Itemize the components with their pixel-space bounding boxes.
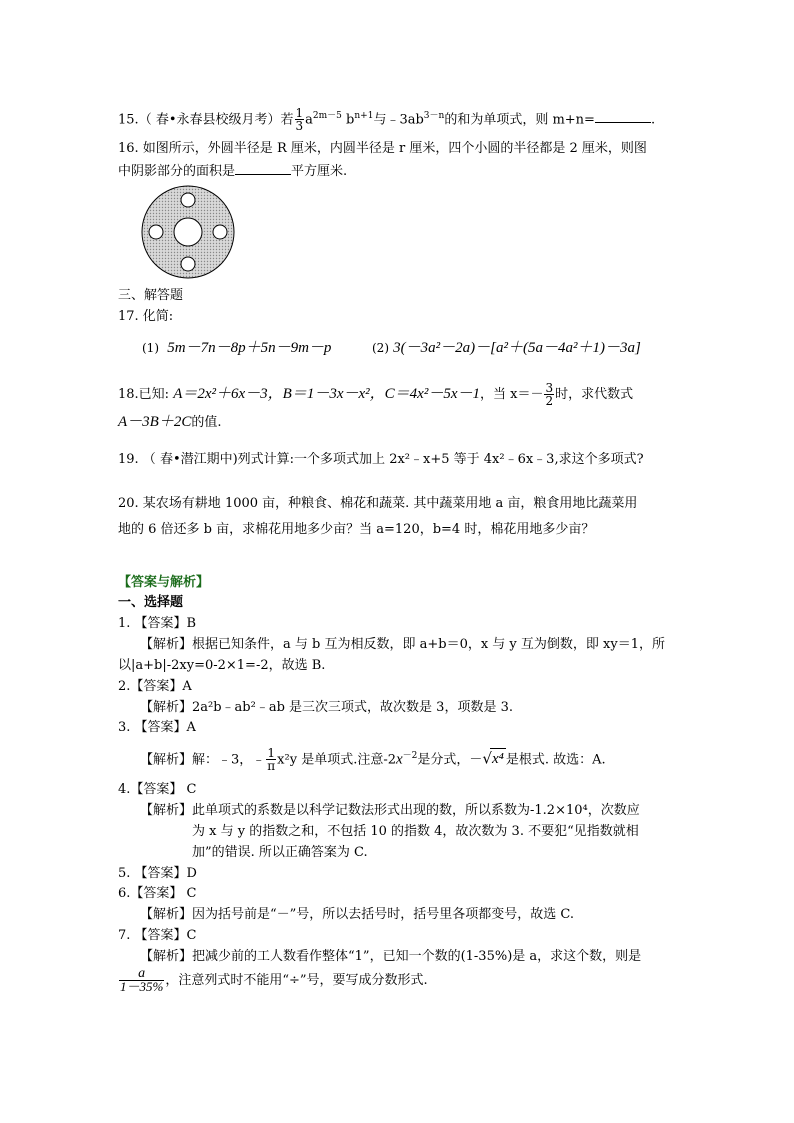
ring-figure bbox=[140, 185, 240, 281]
fraction: $\frac{1}{\pi}$ bbox=[267, 746, 276, 774]
answer-3: 3. 【答案】A bbox=[118, 720, 196, 735]
small-circle bbox=[213, 225, 227, 239]
explain-4-line1: 【解析】此单项式的系数是以科学记数法形式出现的数，所以系数为-1.2×10⁴，次数应 bbox=[140, 803, 640, 818]
question-20-line1: 20. 某农场有耕地 1000 亩，种粮食、棉花和蔬菜. 其中蔬菜用地 a 亩，粮食用地比蔬菜用 bbox=[118, 496, 638, 511]
answer-5: 5. 【答案】D bbox=[118, 866, 197, 881]
question-17-head: 17. 化简: bbox=[118, 309, 174, 324]
explain-1-line2: 以|a+b|-2xy=0-2×1=-2，故选 B. bbox=[118, 658, 326, 673]
question-17-part2: (2) 3(－3a²－2a)－[a²＋(5a－4a²＋1)－3a] bbox=[372, 340, 641, 356]
question-17-part1: (1) 5m－7n－8p＋5n－9m－p bbox=[142, 340, 332, 356]
answer-7: 7. 【答案】C bbox=[118, 928, 197, 943]
answer-2: 2.【答案】A bbox=[118, 679, 192, 694]
answer-blank bbox=[235, 160, 291, 175]
fraction: $\frac{1}{3}$ bbox=[295, 106, 304, 134]
answers-title: 【答案与解析】 bbox=[118, 575, 210, 590]
section-3-heading: 三、解答题 bbox=[118, 288, 184, 303]
explain-7-line1: 【解析】把减少前的工人数看作整体“1”，已知一个数的(1-35%)是 a，求这个数，则是 bbox=[140, 949, 642, 964]
fraction: $\frac{a}{1-35\%}$ bbox=[120, 966, 164, 994]
question-16-line1: 16. 如图所示，外圆半径是 R 厘米，内圆半径是 r 厘米，四个小圆的半径都是 2 厘米，则图 bbox=[118, 141, 647, 156]
small-circle bbox=[149, 225, 163, 239]
explain-7-line2: $\frac{a}{1-35\%}$ ，注意列式时不能用“÷”号，要写成分数形式. bbox=[120, 966, 428, 994]
question-18-line2: A－3B＋2C的值. bbox=[118, 414, 222, 430]
question-18-line1: 18.已知: A＝2x²＋6x－3，B＝1－3x－x²，C＝4x²－5x－1，当 x＝－ $\frac{3}{2}$ 时，求代数式 bbox=[118, 381, 634, 408]
question-15: 15.（ 春•永春县校级月考）若 $\frac{1}{3}$ $a^{2m-5}$ $b^{n+1}$与$﹣3ab^{3-n}$的和为单项式，则 m+n= . bbox=[118, 106, 656, 134]
small-circle bbox=[181, 257, 195, 271]
explain-1-line1: 【解析】根据已知条件，a 与 b 互为相反数，即 a+b＝0，x 与 y 互为倒数，即 xy＝1，所 bbox=[140, 637, 665, 652]
question-20-line2: 地的 6 倍还多 b 亩，求棉花用地多少亩？当 a=120，b=4 时，棉花用地多少亩？ bbox=[118, 522, 595, 537]
answers-section-1: 一、选择题 bbox=[118, 595, 184, 610]
fraction: $\frac{3}{2}$ bbox=[545, 381, 554, 408]
explain-4-line2: 为 x 与 y 的指数之和，不包括 10 的指数 4，故次数为 3. 不要犯“见指数就相 bbox=[192, 824, 639, 839]
explain-4-line3: 加”的错误. 所以正确答案为 C. bbox=[192, 845, 368, 860]
answer-1: 1. 【答案】B bbox=[118, 616, 197, 631]
explain-2: 【解析】2a²b﹣ab²﹣ab 是三次三项式，故次数是 3，项数是 3. bbox=[140, 700, 513, 715]
explain-3: 【解析】解：﹣3，﹣ $\frac{1}{\pi}$ x²y 是单项式.注意$-2x^{-2}$是分式，－√x⁴ 是根式. 故选：A. bbox=[140, 746, 606, 774]
answer-blank bbox=[595, 108, 651, 123]
question-19: 19. （ 春•潜江期中)列式计算:一个多项式加上 2x²﹣x+5 等于 4x²﹣6x﹣3,求这个多项式? bbox=[118, 452, 644, 467]
inner-circle bbox=[174, 218, 202, 246]
answer-6: 6.【答案】 C bbox=[118, 886, 197, 901]
small-circle bbox=[181, 193, 195, 207]
question-16-line2: 中阴影部分的面积是 平方厘米. bbox=[118, 160, 347, 182]
explain-6: 【解析】因为括号前是“－”号，所以去括号时，括号里各项都变号，故选 C. bbox=[140, 907, 575, 922]
answer-4: 4.【答案】 C bbox=[118, 782, 197, 797]
